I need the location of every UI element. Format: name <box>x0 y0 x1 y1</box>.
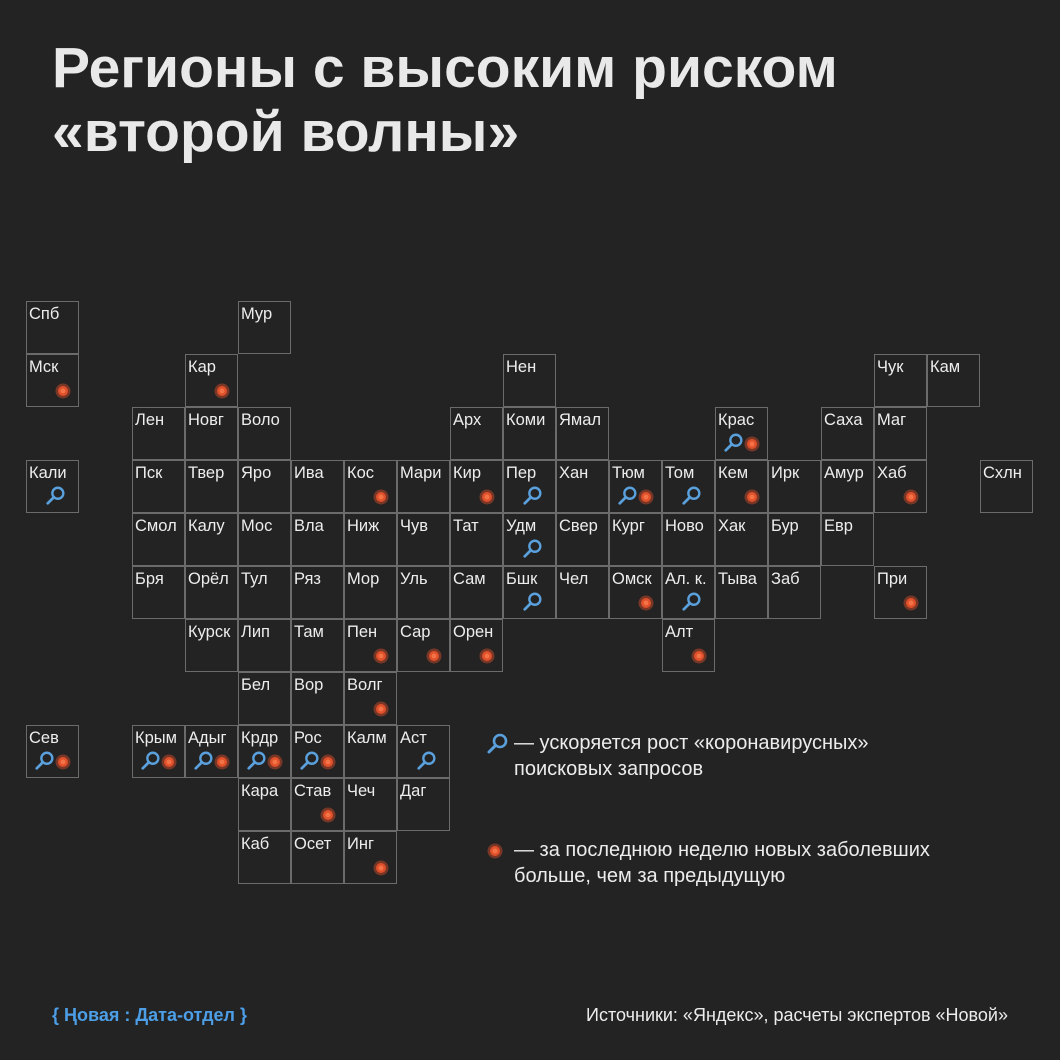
search-icon <box>723 432 745 454</box>
virus-dot-icon <box>743 435 761 453</box>
region-tile <box>821 513 874 566</box>
region-label: Инг <box>347 835 374 853</box>
region-label: Мари <box>400 464 442 482</box>
region-tile <box>768 566 821 619</box>
virus-dot-icon <box>160 753 178 771</box>
region-tile <box>291 831 344 884</box>
virus-dot-icon <box>372 647 390 665</box>
region-label: Ряз <box>294 570 321 588</box>
region-tile <box>26 301 79 354</box>
region-label: Ново <box>665 517 704 535</box>
region-tile <box>556 513 609 566</box>
region-label: Чеч <box>347 782 376 800</box>
legend-cases-line-2: больше, чем за предыдущую <box>514 865 786 887</box>
region-tile <box>291 566 344 619</box>
region-tile <box>450 407 503 460</box>
region-tile <box>26 354 79 407</box>
region-tile <box>397 778 450 831</box>
region-label: Яро <box>241 464 272 482</box>
region-tile <box>291 778 344 831</box>
region-tile <box>291 619 344 672</box>
region-label: Арх <box>453 411 482 429</box>
region-label: Ямал <box>559 411 602 429</box>
title-line-1: Регионы с высоким риском <box>52 36 838 100</box>
region-label: Даг <box>400 782 427 800</box>
region-tile <box>185 513 238 566</box>
search-icon <box>522 485 544 507</box>
region-label: Кара <box>241 782 279 800</box>
source-note: Источники: «Яндекс», расчеты экспертов «Новой» <box>586 1005 1008 1025</box>
region-tile <box>132 513 185 566</box>
region-tile <box>503 407 556 460</box>
region-label: Лип <box>241 623 270 641</box>
region-label: Сар <box>400 623 431 641</box>
region-tile <box>450 566 503 619</box>
region-label: Калу <box>188 517 225 535</box>
region-label: Вор <box>294 676 324 694</box>
virus-dot-icon <box>425 647 443 665</box>
region-tile <box>238 460 291 513</box>
virus-dot-icon <box>372 488 390 506</box>
virus-dot-icon <box>319 753 337 771</box>
region-label: Аст <box>400 729 427 747</box>
region-tile <box>556 407 609 460</box>
region-label: Вла <box>294 517 324 535</box>
search-icon <box>299 750 321 772</box>
region-tile <box>132 725 185 778</box>
region-label: Кос <box>347 464 375 482</box>
region-tile <box>397 460 450 513</box>
virus-dot-icon <box>54 753 72 771</box>
virus-dot-icon <box>690 647 708 665</box>
region-label: Кали <box>29 464 67 482</box>
region-tile <box>344 778 397 831</box>
region-tile <box>185 407 238 460</box>
region-tile <box>450 460 503 513</box>
search-icon <box>486 730 514 761</box>
region-label: Орёл <box>188 570 229 588</box>
region-tile <box>344 725 397 778</box>
region-label: Чук <box>877 358 904 376</box>
region-tile <box>291 513 344 566</box>
title-line-2: «второй волны» <box>52 100 520 164</box>
region-label: Сам <box>453 570 486 588</box>
search-icon <box>522 538 544 560</box>
region-label: Адыг <box>188 729 227 747</box>
region-tile <box>185 354 238 407</box>
virus-dot-icon <box>478 647 496 665</box>
search-icon <box>617 485 639 507</box>
region-label: Крас <box>718 411 755 429</box>
region-tile <box>26 460 79 513</box>
region-label: Амур <box>824 464 864 482</box>
region-label: Воло <box>241 411 280 429</box>
virus-dot-icon <box>372 859 390 877</box>
region-tile <box>397 513 450 566</box>
region-tile <box>238 301 291 354</box>
region-tile <box>821 460 874 513</box>
region-label: Там <box>294 623 324 641</box>
region-label: Схлн <box>983 464 1022 482</box>
region-label: Смол <box>135 517 177 535</box>
region-tile <box>874 566 927 619</box>
region-label: Ива <box>294 464 324 482</box>
region-tile <box>132 566 185 619</box>
region-tile <box>238 725 291 778</box>
region-tile <box>556 566 609 619</box>
region-tile <box>238 566 291 619</box>
region-tile <box>715 407 768 460</box>
virus-dot-icon <box>902 488 920 506</box>
region-tile <box>715 460 768 513</box>
region-label: Коми <box>506 411 546 429</box>
region-tile <box>503 513 556 566</box>
region-tile <box>556 460 609 513</box>
region-tile <box>715 566 768 619</box>
region-tile <box>662 460 715 513</box>
region-tile <box>662 566 715 619</box>
legend-search-line-2: поисковых запросов <box>514 758 704 780</box>
region-label: Спб <box>29 305 60 323</box>
search-icon <box>140 750 162 772</box>
region-tile <box>185 619 238 672</box>
region-tile <box>238 778 291 831</box>
region-label: Калм <box>347 729 387 747</box>
region-tile <box>132 460 185 513</box>
virus-dot-icon <box>213 753 231 771</box>
region-label: Евр <box>824 517 853 535</box>
region-label: Ниж <box>347 517 380 535</box>
region-tile <box>609 566 662 619</box>
region-label: Осет <box>294 835 332 853</box>
region-label: Хан <box>559 464 589 482</box>
region-tile <box>132 407 185 460</box>
region-label: Хаб <box>877 464 907 482</box>
legend-cases-line-1: — за последнюю неделю новых заболевших <box>514 839 930 861</box>
region-label: Кар <box>188 358 216 376</box>
virus-dot-icon <box>319 806 337 824</box>
region-label: Чув <box>400 517 429 535</box>
region-label: Заб <box>771 570 800 588</box>
search-icon <box>681 591 703 613</box>
region-label: Орен <box>453 623 494 641</box>
region-tile <box>238 407 291 460</box>
region-tile <box>185 725 238 778</box>
region-label: Каб <box>241 835 270 853</box>
region-label: Бел <box>241 676 271 694</box>
region-label: Мор <box>347 570 380 588</box>
search-icon <box>34 750 56 772</box>
search-icon <box>193 750 215 772</box>
virus-dot-icon <box>478 488 496 506</box>
region-label: Бря <box>135 570 164 588</box>
region-label: Мск <box>29 358 59 376</box>
search-icon <box>416 750 438 772</box>
region-tile <box>609 513 662 566</box>
region-label: Тюм <box>612 464 645 482</box>
region-label: Мур <box>241 305 273 323</box>
region-tile <box>927 354 980 407</box>
region-label: При <box>877 570 908 588</box>
virus-dot-icon <box>54 382 72 400</box>
region-tile <box>291 725 344 778</box>
region-label: Маг <box>877 411 907 429</box>
region-label: Твер <box>188 464 225 482</box>
region-tile <box>344 672 397 725</box>
region-label: Ирк <box>771 464 800 482</box>
region-tile <box>397 566 450 619</box>
brand-logo: { Ңовая : Дата-отдел } <box>52 1005 247 1025</box>
region-tile <box>821 407 874 460</box>
region-label: Рос <box>294 729 322 747</box>
region-tile <box>450 619 503 672</box>
region-label: Хак <box>718 517 746 535</box>
region-label: Бур <box>771 517 799 535</box>
region-tile <box>344 619 397 672</box>
region-tile <box>291 460 344 513</box>
region-tile <box>503 354 556 407</box>
region-tile <box>397 725 450 778</box>
search-icon <box>246 750 268 772</box>
region-tile <box>662 513 715 566</box>
region-label: Ал. к. <box>665 570 707 588</box>
region-tile <box>344 566 397 619</box>
region-label: Волг <box>347 676 383 694</box>
region-label: Омск <box>612 570 652 588</box>
region-tile <box>397 619 450 672</box>
region-tile <box>344 831 397 884</box>
region-label: Пск <box>135 464 163 482</box>
region-label: Мос <box>241 517 273 535</box>
virus-dot-icon <box>213 382 231 400</box>
region-label: Кам <box>930 358 961 376</box>
region-tile <box>238 619 291 672</box>
region-tile <box>26 725 79 778</box>
region-tile <box>874 460 927 513</box>
region-label: Саха <box>824 411 863 429</box>
region-tile <box>238 672 291 725</box>
region-label: Крым <box>135 729 177 747</box>
region-label: Новг <box>188 411 224 429</box>
region-tile <box>238 831 291 884</box>
region-tile <box>185 566 238 619</box>
region-label: Бшк <box>506 570 538 588</box>
region-label: Нен <box>506 358 537 376</box>
legend-search <box>486 730 869 782</box>
region-label: Алт <box>665 623 694 641</box>
virus-dot-icon <box>486 837 514 868</box>
region-tile <box>238 513 291 566</box>
search-icon <box>522 591 544 613</box>
search-icon <box>681 485 703 507</box>
region-tile <box>662 619 715 672</box>
region-tile <box>715 513 768 566</box>
region-label: Лен <box>135 411 165 429</box>
region-tile <box>980 460 1033 513</box>
region-label: Сев <box>29 729 59 747</box>
region-tile <box>768 460 821 513</box>
region-label: Тат <box>453 517 479 535</box>
virus-dot-icon <box>902 594 920 612</box>
region-tile <box>874 407 927 460</box>
region-label: Кург <box>612 517 645 535</box>
virus-dot-icon <box>266 753 284 771</box>
region-label: Пен <box>347 623 378 641</box>
region-label: Удм <box>506 517 537 535</box>
region-label: Кем <box>718 464 749 482</box>
region-label: Курск <box>188 623 231 641</box>
region-label: Крдр <box>241 729 279 747</box>
region-tile <box>609 460 662 513</box>
region-tile <box>344 460 397 513</box>
legend-cases <box>486 837 930 889</box>
region-label: Уль <box>400 570 428 588</box>
region-label: Свер <box>559 517 598 535</box>
region-tile <box>344 513 397 566</box>
region-label: Тул <box>241 570 268 588</box>
region-tile <box>185 460 238 513</box>
region-tile <box>768 513 821 566</box>
region-label: Том <box>665 464 695 482</box>
search-icon <box>45 485 67 507</box>
region-tile <box>291 672 344 725</box>
region-label: Тыва <box>718 570 757 588</box>
virus-dot-icon <box>372 700 390 718</box>
region-tile <box>503 460 556 513</box>
region-tile <box>874 354 927 407</box>
virus-dot-icon <box>637 488 655 506</box>
region-label: Став <box>294 782 332 800</box>
virus-dot-icon <box>743 488 761 506</box>
virus-dot-icon <box>637 594 655 612</box>
region-label: Чел <box>559 570 589 588</box>
region-label: Пер <box>506 464 537 482</box>
region-tile <box>503 566 556 619</box>
region-tile <box>450 513 503 566</box>
legend-search-line-1: — ускоряется рост «коронавирусных» <box>514 732 869 754</box>
region-label: Кир <box>453 464 482 482</box>
